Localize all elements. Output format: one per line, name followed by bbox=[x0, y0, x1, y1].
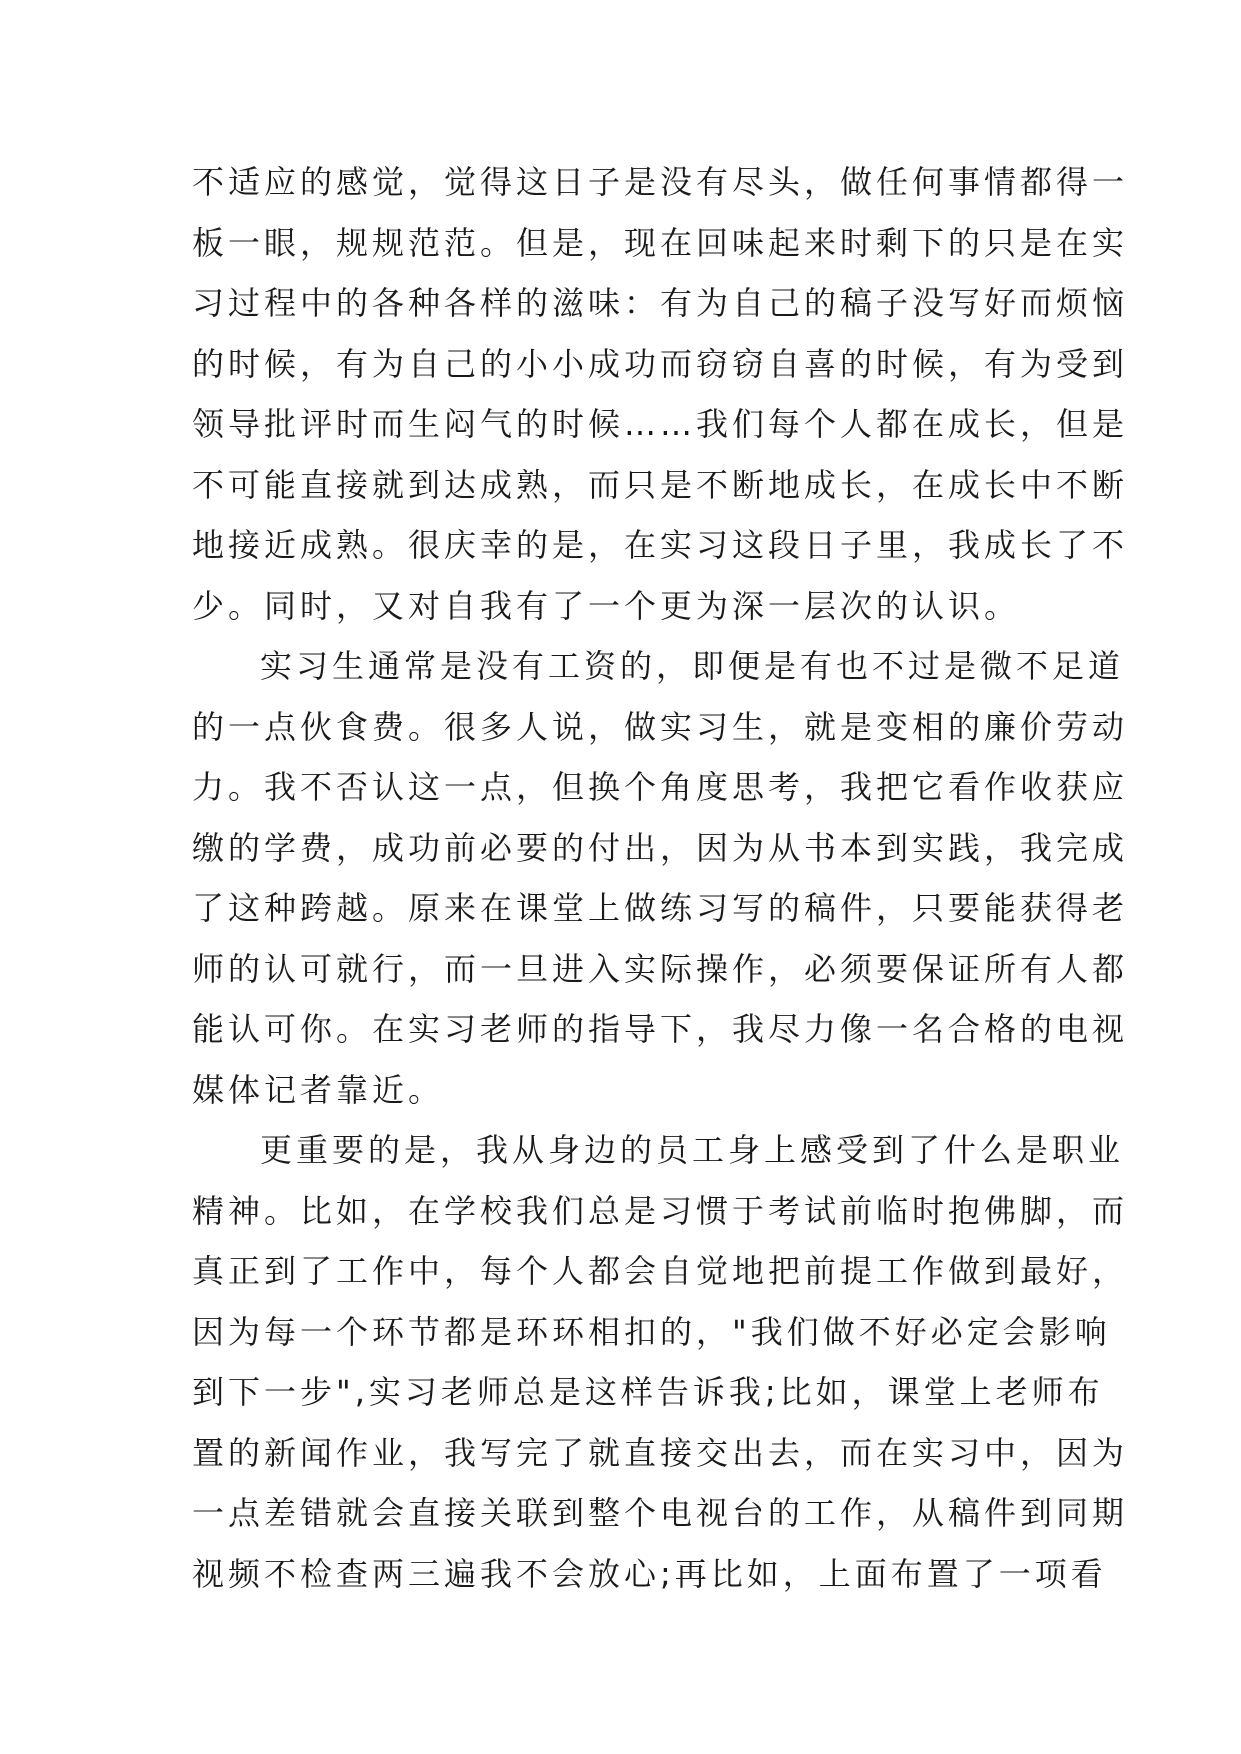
paragraph-2 bbox=[192, 636, 1129, 1120]
text-line: 实习生通常是没有工资的，即便是有也不过是微不足道 bbox=[260, 647, 1125, 685]
paragraph-1 bbox=[192, 152, 1129, 636]
paragraph-3 bbox=[192, 1120, 1129, 1604]
text-line: 一点差错就会直接关联到整个电视台的工作，从稿件到同期 bbox=[192, 1494, 1129, 1532]
body-text bbox=[192, 152, 1129, 1604]
text-line: 不适应的感觉，觉得这日子是没有尽头，做任何事情都得一 bbox=[192, 163, 1129, 201]
text-line: 的时候，有为自己的小小成功而窃窃自喜的时候，有为受到 bbox=[192, 344, 1129, 383]
text-line: 少。同时，又对自我有了一个更为深一层次的认识。 bbox=[192, 586, 1021, 625]
text-line: 习过程中的各种各样的滋味：有为自己的稿子没写好而烦恼 bbox=[192, 284, 1129, 322]
text-line: 板一眼，规规范范。但是，现在回味起来时剩下的只是在实 bbox=[192, 223, 1129, 262]
text-line: 到下一步",实习老师总是这样告诉我;比如，课堂上老师布 bbox=[192, 1373, 1104, 1411]
text-line: 因为每一个环节都是环环相扣的，"我们做不好必定会影响 bbox=[192, 1312, 1111, 1351]
text-line: 能认可你。在实习老师的指导下，我尽力像一名合格的电视 bbox=[192, 1010, 1129, 1048]
text-line: 更重要的是，我从身边的员工身上感受到了什么是职业 bbox=[260, 1131, 1125, 1169]
text-line: 不可能直接就到达成熟，而只是不断地成长，在成长中不断 bbox=[192, 465, 1129, 504]
text-line: 缴的学费，成功前必要的付出，因为从书本到实践，我完成 bbox=[192, 828, 1129, 867]
text-line: 真正到了工作中，每个人都会自觉地把前提工作做到最好， bbox=[192, 1252, 1129, 1290]
text-line: 了这种跨越。原来在课堂上做练习写的稿件，只要能获得老 bbox=[192, 889, 1129, 927]
text-line: 力。我不否认这一点，但换个角度思考，我把它看作收获应 bbox=[192, 768, 1129, 806]
text-line: 的一点伙食费。很多人说，做实习生，就是变相的廉价劳动 bbox=[192, 707, 1129, 746]
text-line: 精神。比如，在学校我们总是习惯于考试前临时抱佛脚，而 bbox=[192, 1191, 1129, 1230]
text-line: 师的认可就行，而一旦进入实际操作，必须要保证所有人都 bbox=[192, 949, 1129, 988]
text-line: 地接近成熟。很庆幸的是，在实习这段日子里，我成长了不 bbox=[192, 526, 1129, 564]
text-line: 视频不检查两三遍我不会放心;再比如，上面布置了一项看 bbox=[192, 1554, 1107, 1593]
text-line: 领导批评时而生闷气的时候……我们每个人都在成长，但是 bbox=[192, 405, 1129, 443]
text-line: 媒体记者靠近。 bbox=[192, 1070, 445, 1109]
text-line: 置的新闻作业，我写完了就直接交出去，而在实习中，因为 bbox=[192, 1433, 1129, 1472]
